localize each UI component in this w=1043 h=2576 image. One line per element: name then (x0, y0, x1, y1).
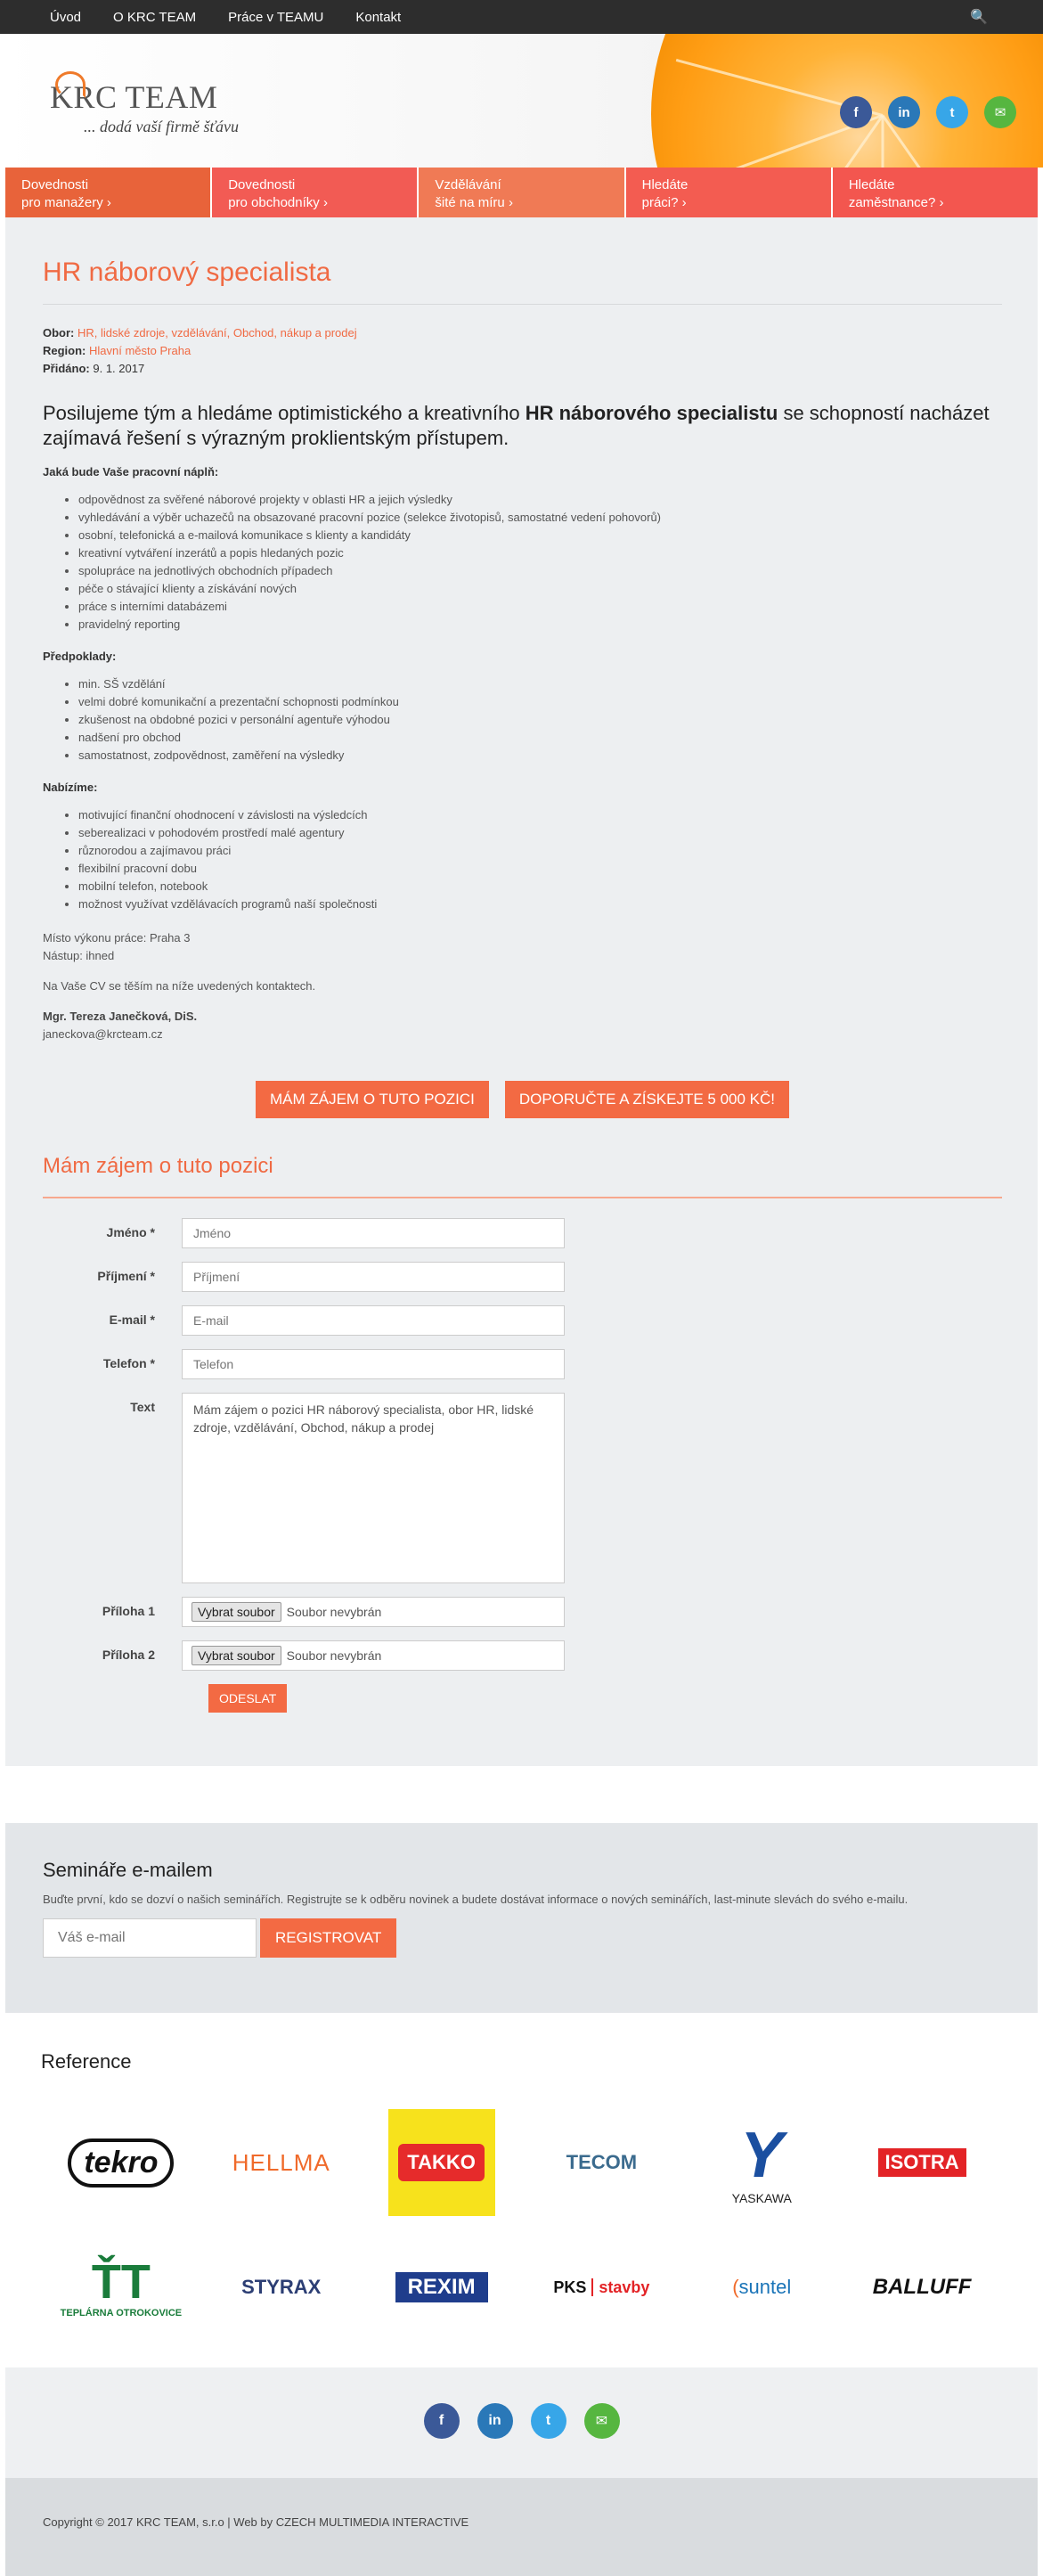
list-item: • práce s interními databázemi (78, 598, 1002, 616)
category-employers[interactable]: Hledáte zaměstnance? › (833, 168, 1038, 217)
attachment-1-input[interactable] (182, 1597, 565, 1627)
linkedin-icon[interactable]: in (888, 96, 920, 128)
references-title: Reference (41, 2050, 132, 2073)
logo-rexim: REXIM (362, 2234, 522, 2341)
form-row-text (43, 1393, 1002, 1583)
contact-name: Mgr. Tereza Janečková, DiS. (43, 1010, 198, 1023)
top-navigation (0, 0, 1043, 34)
list-item: • samostatnost, zodpovědnost, zaměření na výsledky (78, 747, 1002, 765)
header-social (840, 96, 1016, 128)
choose-file-button[interactable]: Vybrat soubor (191, 1646, 281, 1665)
logo-brand: KRC TEAM (50, 79, 218, 115)
email-icon[interactable]: ✉ (984, 96, 1016, 128)
list-item: • velmi dobré komunikační a prezentační schopnosti podmínkou (78, 693, 1002, 711)
register-button[interactable]: REGISTROVAT (260, 1918, 396, 1958)
list-item: • kreativní vytváření inzerátů a popis hledaných pozic (78, 544, 1002, 562)
category-salespeople[interactable]: Dovednosti pro obchodníky › (212, 168, 417, 217)
chevron-right-icon: › (106, 195, 111, 210)
form-row-surname (43, 1262, 1002, 1292)
category-bar (0, 168, 1043, 217)
twitter-icon[interactable]: t (531, 2403, 566, 2439)
twitter-icon[interactable]: t (936, 96, 968, 128)
chevron-right-icon: › (939, 195, 944, 210)
search-icon[interactable]: 🔍 (970, 10, 988, 25)
form-row-attachment-2 (43, 1640, 1002, 1671)
form-row-name (43, 1218, 1002, 1248)
logo-hellma: HELLMA (232, 2148, 330, 2176)
logo-tekro: tekro (41, 2109, 201, 2216)
region-link[interactable]: Hlavní město Praha (89, 344, 191, 357)
choose-file-button[interactable]: Vybrat soubor (191, 1602, 281, 1622)
copyright: Copyright © 2017 KRC TEAM, s.r.o | Web by CZECH MULTIMEDIA INTERACTIVE (5, 2478, 1038, 2576)
list-item: • různorodou a zajímavou práci (78, 842, 1002, 860)
list-item: • odpovědnost za svěřené náborové projekty v oblasti HR a jejich výsledky (78, 491, 1002, 509)
category-managers[interactable]: Dovednosti pro manažery › (5, 168, 210, 217)
category-job-seekers[interactable]: Hledáte práci? › (626, 168, 831, 217)
logo-isotra: ISOTRA (842, 2109, 1002, 2216)
cta-row (43, 1081, 1002, 1118)
submit-button[interactable]: ODESLAT (208, 1684, 287, 1713)
phone-input[interactable] (182, 1349, 565, 1379)
form-title: Mám zájem o tuto pozici (43, 1154, 1002, 1198)
duties-title: Jaká bude Vaše pracovní náplň: (43, 465, 219, 478)
logo-tagline: ... dodá vaší firmě šťávu (84, 118, 240, 135)
list-item: • seberealizaci v pohodovém prostředí malé agentury (78, 824, 1002, 842)
offers-title: Nabízíme: (43, 781, 98, 794)
logo-teplarna: ŤT TEPLÁRNA OTROKOVICE (60, 2255, 183, 2318)
nav-item-uvod[interactable]: Úvod (50, 9, 82, 25)
logo-yaskawa: Y YASKAWA (731, 2120, 792, 2205)
job-detail (5, 217, 1038, 1766)
nav-item-kontakt[interactable]: Kontakt (355, 9, 402, 25)
file-status: Soubor nevybrán (286, 1605, 382, 1619)
list-item: • min. SŠ vzdělání (78, 675, 1002, 693)
form-row-attachment-1 (43, 1597, 1002, 1627)
offers-list (78, 806, 1002, 913)
logo-balluff: BALLUFF (872, 2275, 972, 2299)
chevron-right-icon: › (508, 195, 513, 210)
nav-links (50, 10, 401, 25)
linkedin-icon[interactable]: in (477, 2403, 513, 2439)
seminar-text: Buďte první, kdo se dozví o našich seminářích. Registrujte se k odběru novinek a budete dostávat informace o nových seminářích, last-minute slevách do svého e-mailu. (43, 1893, 909, 1906)
footer-social (5, 2367, 1038, 2478)
facebook-icon[interactable]: f (840, 96, 872, 128)
requirements-title: Předpoklady: (43, 650, 117, 663)
form-row-phone (43, 1349, 1002, 1379)
category-custom-training[interactable]: Vzdělávání šité na míru › (419, 168, 623, 217)
logo-bird-icon (55, 71, 86, 98)
list-item: • nadšení pro obchod (78, 729, 1002, 747)
name-input[interactable] (182, 1218, 565, 1248)
file-status: Soubor nevybrán (286, 1648, 382, 1663)
phone-label: Telefon * (102, 1356, 155, 1370)
list-item: • spolupráce na jednotlivých obchodních případech (78, 562, 1002, 580)
start-date: Nástup: ihned (43, 949, 115, 962)
requirements-list (78, 675, 1002, 765)
form-row-email (43, 1305, 1002, 1336)
email-label: E-mail * (109, 1313, 155, 1327)
reference-logos (41, 2109, 1002, 2341)
list-item: • motivující finanční ohodnocení v závislosti na výsledcích (78, 806, 1002, 824)
obor-link[interactable]: HR, lidské zdroje, vzdělávání, Obchod, nákup a prodej (77, 326, 357, 339)
recommend-button[interactable]: DOPORUČTE A ZÍSKEJTE 5 000 KČ! (505, 1081, 789, 1118)
nav-item-prace-v-teamu[interactable]: Práce v TEAMU (228, 9, 324, 25)
facebook-icon[interactable]: f (424, 2403, 460, 2439)
posted-date: 9. 1. 2017 (93, 362, 145, 375)
seminar-newsletter (5, 1823, 1038, 2013)
list-item: • vyhledávání a výběr uchazečů na obsazované pracovní pozice (selekce životopisů, samostatné vedení pohovorů) (78, 509, 1002, 527)
job-lead: Posilujeme tým a hledáme optimistického a kreativního HR náborového specialistu se schopností nacházet zajímavá řešení s výrazným proklientským přístupem. (43, 402, 990, 449)
list-item: • zkušenost na obdobné pozici v personální agentuře výhodou (78, 711, 1002, 729)
work-place: Místo výkonu práce: Praha 3 (43, 931, 191, 945)
list-item: • flexibilní pracovní dobu (78, 860, 1002, 878)
list-item: • možnost využívat vzdělávacích programů naší společnosti (78, 895, 1002, 913)
logo-tecom: TECOM (566, 2151, 638, 2173)
logo[interactable] (50, 78, 239, 136)
list-item: • péče o stávající klienty a získávání nových (78, 580, 1002, 598)
email-input[interactable] (182, 1305, 565, 1336)
text-textarea[interactable] (182, 1393, 565, 1583)
attachment-2-input[interactable] (182, 1640, 565, 1671)
chevron-right-icon: › (681, 195, 687, 210)
chevron-right-icon: › (322, 195, 328, 210)
interest-button[interactable]: MÁM ZÁJEM O TUTO POZICI (256, 1081, 489, 1118)
surname-input[interactable] (182, 1262, 565, 1292)
newsletter-email-input[interactable] (43, 1918, 257, 1958)
logo-pks: PKS stavby (553, 2278, 650, 2296)
references (0, 2013, 1043, 2367)
attachment-2-label: Příloha 2 (102, 1648, 155, 1662)
job-meta: Obor: HR, lidské zdroje, vzdělávání, Obchod, nákup a prodej Region: Hlavní město Praha Přidáno: 9. 1. 2017 (43, 326, 357, 375)
page-title: HR náborový specialista (43, 258, 1002, 305)
seminar-title: Semináře e-mailem (43, 1859, 213, 1881)
list-item: • pravidelný reporting (78, 616, 1002, 634)
cv-note: Na Vaše CV se těším na níže uvedených kontaktech. (43, 979, 316, 993)
nav-item-o-krc-team[interactable]: O KRC TEAM (113, 9, 197, 25)
subscribe-row (43, 1918, 1002, 1958)
logo-suntel: (suntel (732, 2276, 792, 2298)
logo-styrax: STYRAX (241, 2276, 322, 2298)
attachment-1-label: Příloha 1 (102, 1604, 155, 1618)
duties-list (78, 491, 1002, 634)
list-item: • mobilní telefon, notebook (78, 878, 1002, 895)
surname-label: Příjmení * (97, 1269, 155, 1283)
contact-email[interactable]: janeckova@krcteam.cz (43, 1027, 163, 1041)
name-label: Jméno * (106, 1225, 155, 1239)
text-label: Text (130, 1400, 155, 1414)
logo-takko: TAKKO (362, 2109, 522, 2216)
email-icon[interactable]: ✉ (584, 2403, 620, 2439)
list-item: • osobní, telefonická a e-mailová komunikace s klienty a kandidáty (78, 527, 1002, 544)
